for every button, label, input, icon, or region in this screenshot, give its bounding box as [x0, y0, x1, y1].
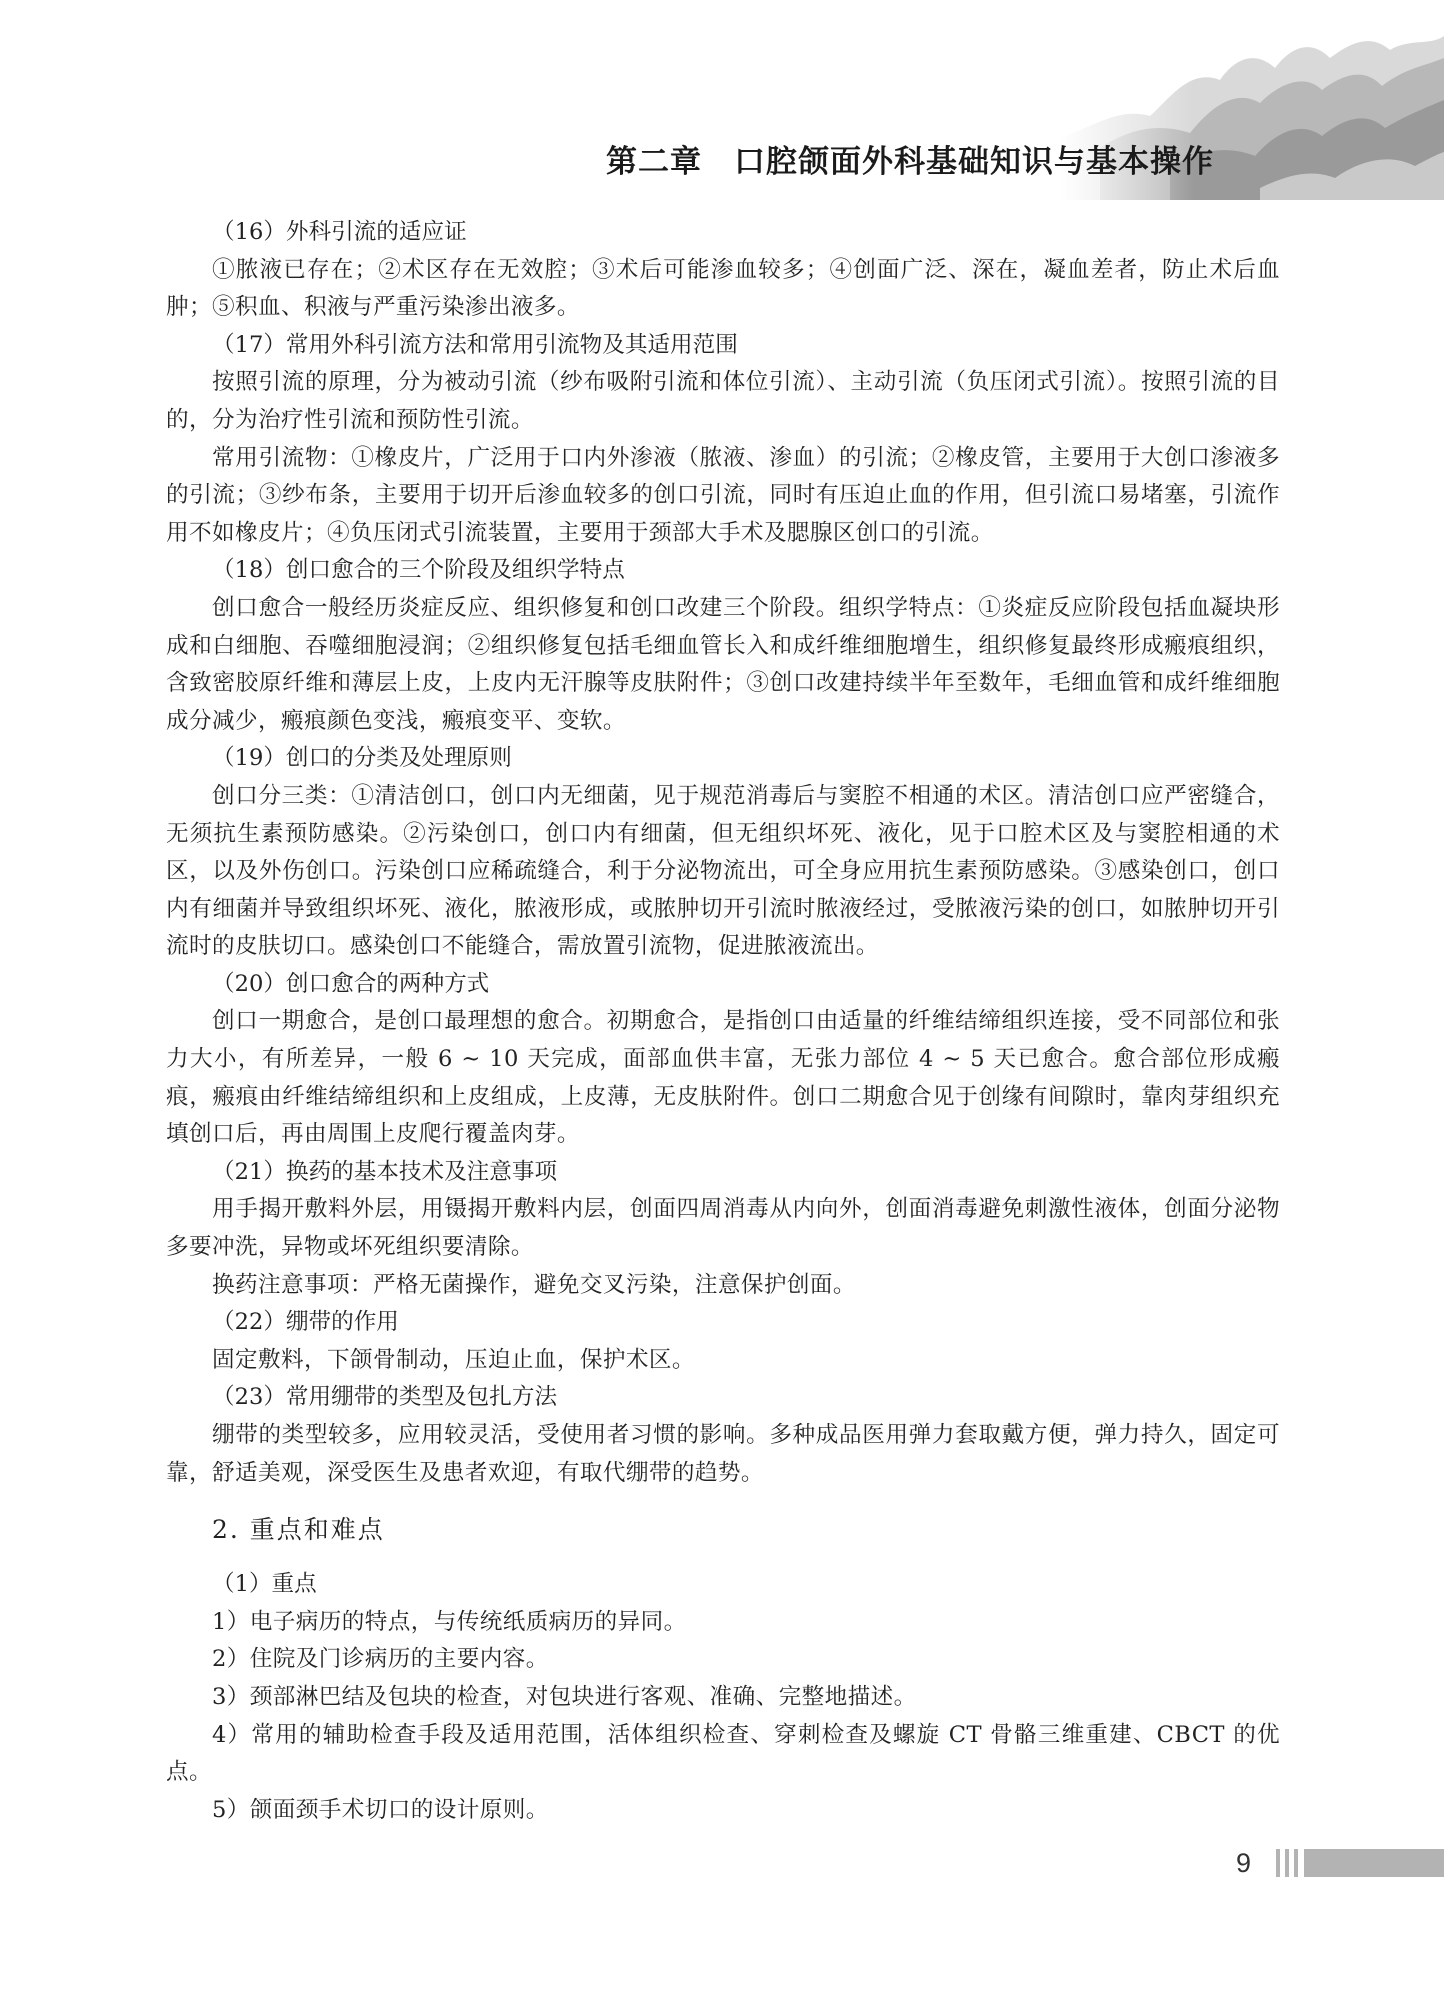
section-heading-19: （19）创口的分类及处理原则 [212, 745, 512, 772]
section-heading-17: （17）常用外科引流方法和常用引流物及其适用范围 [212, 331, 738, 358]
section-heading-18: （18）创口愈合的三个阶段及组织学特点 [212, 557, 625, 584]
paragraph: ①脓液已存在；②术区存在无效腔；③术后可能渗血较多；④创面广泛、深在，凝血差者，防止术后血肿；⑤积血、积液与严重污染渗出液多。 [166, 256, 1280, 321]
page-number: 9 [1236, 1848, 1252, 1878]
list-item: 2）住院及门诊病历的主要内容。 [212, 1646, 549, 1673]
paragraph: 按照引流的原理，分为被动引流（纱布吸附引流和体位引流）、主动引流（负压闭式引流）。按照引流的目的，分为治疗性引流和预防性引流。 [166, 369, 1280, 433]
major-section-heading: 2. 重点和难点 [212, 1515, 385, 1545]
section-heading-16: （16）外科引流的适应证 [212, 219, 467, 245]
list-item: 5）颌面颈手术切口的设计原则。 [212, 1796, 549, 1823]
paragraph: 常用引流物：①橡皮片，广泛用于口内外渗液（脓液、渗血）的引流；②橡皮管，主要用于大创口渗液多的引流；③纱布条，主要用于切开后渗血较多的创口引流，同时有压迫止血的作用，但引流口易堵塞，引流作用不如橡皮片；④负压闭式引流装置，主要用于颈部大手术及腮腺区创口的引流。 [166, 444, 1280, 546]
paragraph: 固定敷料，下颌骨制动，压迫止血，保护术区。 [212, 1346, 695, 1373]
paragraph: 换药注意事项：严格无菌操作，避免交叉污染，注意保护创面。 [212, 1271, 856, 1298]
paragraph: 绷带的类型较多，应用较灵活，受使用者习惯的影响。多种成品医用弹力套取戴方便，弹力持久，固定可靠，舒适美观，深受医生及患者欢迎，有取代绷带的趋势。 [166, 1422, 1280, 1486]
paragraph: 用手揭开敷料外层，用镊揭开敷料内层，创面四周消毒从内向外，创面消毒避免刺激性液体，创面分泌物多要冲洗，异物或坏死组织要清除。 [166, 1196, 1280, 1261]
paragraph: 创口分三类：①清洁创口，创口内无细菌，见于规范消毒后与窦腔不相通的术区。清洁创口应严密缝合，无须抗生素预防感染。②污染创口，创口内有细菌，但无组织坏死、液化，见于口腔术区及与窦腔相通的术区，以及外伤创口。污染创口应稀疏缝合，利于分泌物流出，可全身应用抗生素预防感染。③感染创口，创口内有细菌并导致组织坏死、液化，脓液形成，或脓肿切开引流时脓液经过，受脓液污染的创口，如脓肿切开引流时的皮肤切口。感染创口不能缝合，需放置引流物，促进脓液流出。 [166, 782, 1280, 960]
list-item: 1）电子病历的特点，与传统纸质病历的异同。 [212, 1608, 687, 1635]
list-item: 3）颈部淋巴结及包块的检查，对包块进行客观、准确、完整地描述。 [212, 1683, 917, 1710]
section-heading-22: （22）绷带的作用 [212, 1309, 399, 1336]
section-heading-21: （21）换药的基本技术及注意事项 [212, 1158, 558, 1185]
list-item: 4）常用的辅助检查手段及适用范围，活体组织检查、穿刺检查及螺旋 CT 骨骼三维重建、CBCT 的优点。 [166, 1721, 1280, 1786]
subsection-heading-key-points: （1）重点 [212, 1571, 317, 1598]
paragraph: 创口愈合一般经历炎症反应、组织修复和创口改建三个阶段。组织学特点：①炎症反应阶段包括血凝块形成和白细胞、吞噬细胞浸润；②组织修复包括毛细血管长入和成纤维细胞增生，组织修复最终形成瘢痕组织，含致密胶原纤维和薄层上皮，上皮内无汗腺等皮肤附件；③创口改建持续半年至数年，毛细血管和成纤维细胞成分减少，瘢痕颜色变浅，瘢痕变平、变软。 [166, 594, 1280, 734]
section-heading-23: （23）常用绷带的类型及包扎方法 [212, 1384, 558, 1411]
page-body [166, 214, 1280, 1829]
section-heading-20: （20）创口愈合的两种方式 [212, 970, 490, 997]
page-number-decoration [1276, 1849, 1444, 1877]
paragraph: 创口一期愈合，是创口最理想的愈合。初期愈合，是指创口由适量的纤维结缔组织连接，受不同部位和张力大小，有所差异，一般 6 ~ 10 天完成，面部血供丰富，无张力部位 4 ~ 5 天已愈合。愈合部位形成瘢痕，瘢痕由纤维结缔组织和上皮组成，上皮薄，无皮肤附件。创口二期愈合见于创缘有间隙时，靠肉芽组织充填创口后，再由周围上皮爬行覆盖肉芽。 [166, 1008, 1280, 1148]
chapter-title: 第二章 口腔颌面外科基础知识与基本操作 [606, 144, 1214, 180]
